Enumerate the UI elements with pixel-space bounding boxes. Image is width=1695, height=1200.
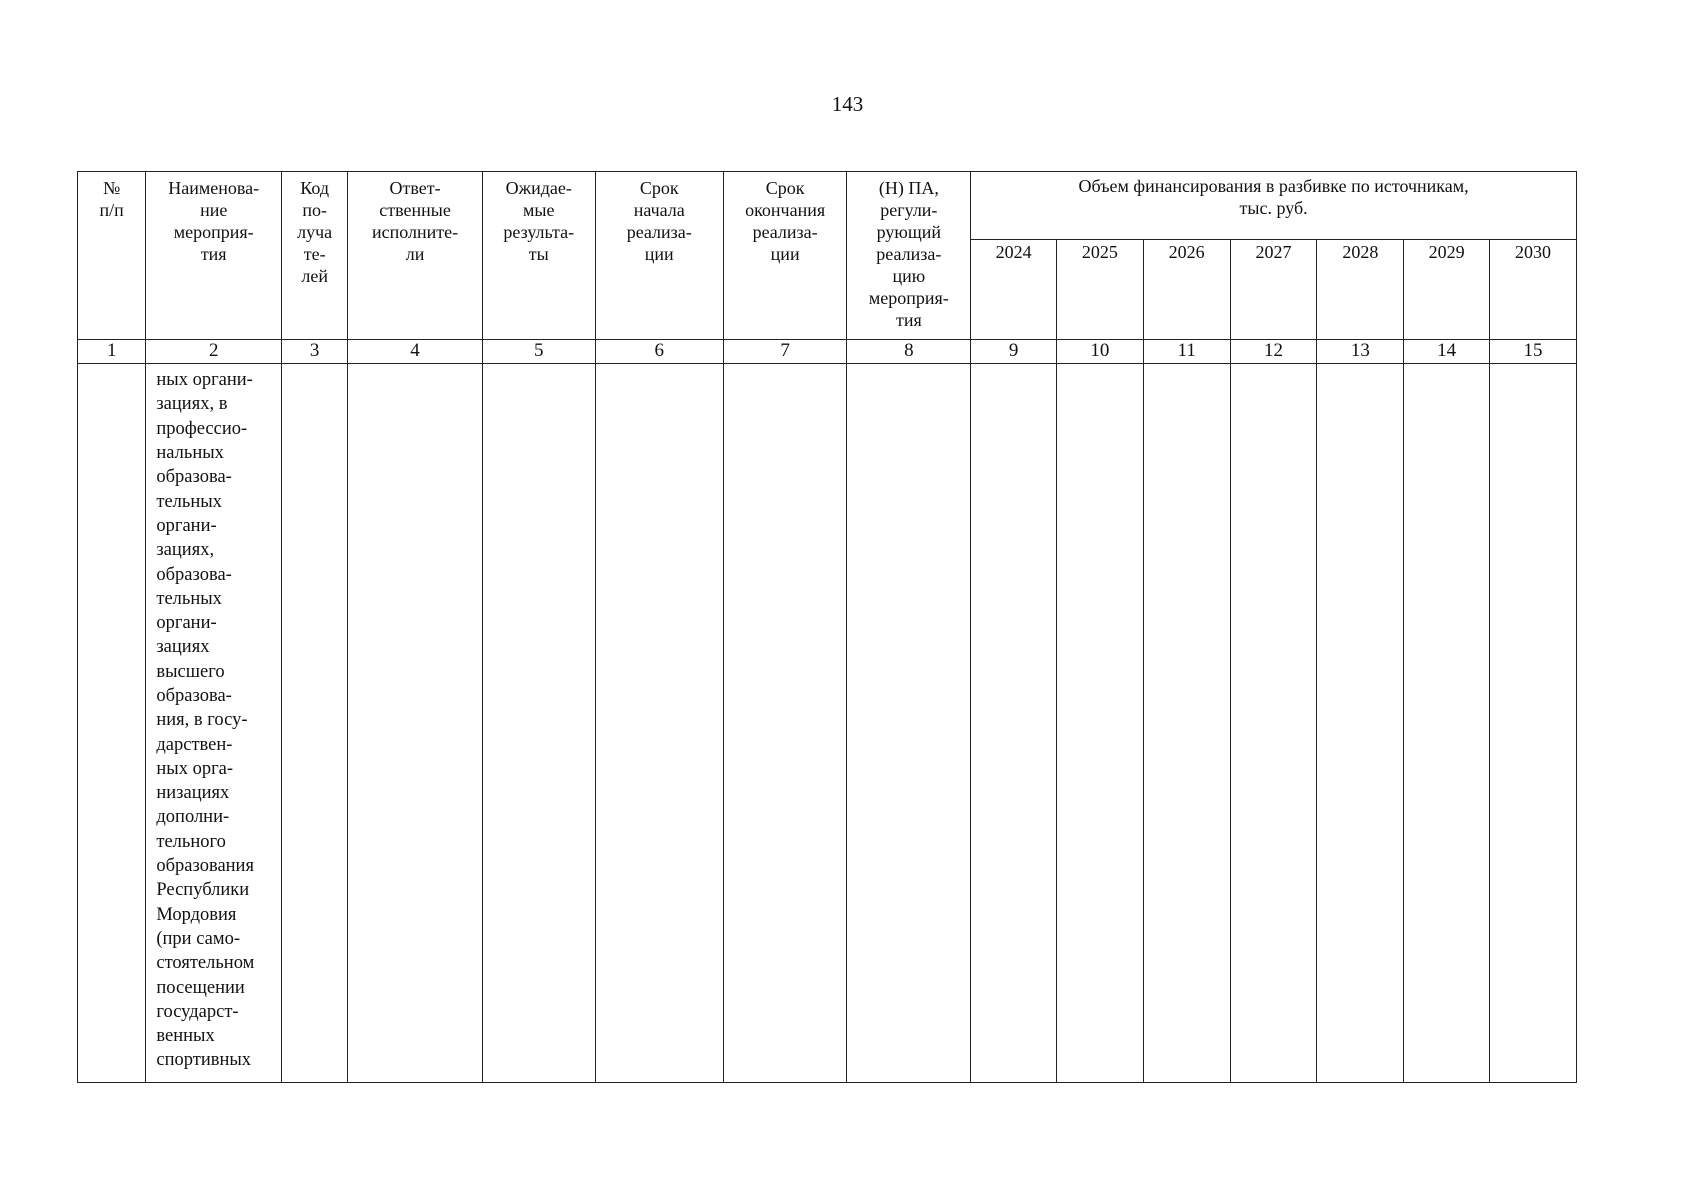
column-number: 15 — [1489, 340, 1576, 364]
column-number: 13 — [1317, 340, 1404, 364]
header-year: 2027 — [1230, 240, 1317, 340]
column-number: 2 — [146, 340, 282, 364]
header-year: 2024 — [971, 240, 1057, 340]
column-number: 6 — [595, 340, 723, 364]
cell-year-2024 — [971, 364, 1057, 1083]
column-number: 1 — [78, 340, 146, 364]
header-number: № п/п — [78, 172, 146, 340]
activities-table — [77, 171, 1577, 1083]
cell-number — [78, 364, 146, 1083]
column-number-row — [78, 340, 1577, 364]
header-responsible: Ответ- ственные исполните- ли — [348, 172, 483, 340]
column-number: 9 — [971, 340, 1057, 364]
cell-year-2026 — [1143, 364, 1230, 1083]
cell-year-2030 — [1489, 364, 1576, 1083]
header-year: 2025 — [1056, 240, 1143, 340]
header-year: 2030 — [1489, 240, 1576, 340]
cell-activity-name: ных органи- зациях, в профессио- нальных образова- тельных органи- зациях, образова- тельных органи- зациях высшего образова- ния, в госу- дарствен- ных орга- низациях дополни- тельного образования Республики Мордовия (при само- стоятельном посещении государст- венных спортивных — [146, 364, 282, 1083]
header-end-date: Срок окончания реализа- ции — [723, 172, 847, 340]
page-number: 143 — [831, 92, 864, 116]
column-number: 11 — [1143, 340, 1230, 364]
cell-expected-results — [482, 364, 595, 1083]
header-regulatory-act: (Н) ПА, регули- рующий реализа- цию мероприя- тия — [847, 172, 971, 340]
header-year: 2028 — [1317, 240, 1404, 340]
column-number: 4 — [348, 340, 483, 364]
column-number: 3 — [282, 340, 348, 364]
cell-recipient-code — [282, 364, 348, 1083]
cell-end-date — [723, 364, 847, 1083]
header-start-date: Срок начала реализа- ции — [595, 172, 723, 340]
table-row — [78, 364, 1577, 1083]
cell-year-2025 — [1056, 364, 1143, 1083]
cell-responsible — [348, 364, 483, 1083]
column-number: 7 — [723, 340, 847, 364]
header-expected-results: Ожидае- мые результа- ты — [482, 172, 595, 340]
header-year: 2029 — [1404, 240, 1490, 340]
header-row — [78, 172, 1577, 240]
cell-start-date — [595, 364, 723, 1083]
header-recipient-code: Код по- луча те- лей — [282, 172, 348, 340]
cell-year-2027 — [1230, 364, 1317, 1083]
cell-regulatory-act — [847, 364, 971, 1083]
column-number: 12 — [1230, 340, 1317, 364]
column-number: 5 — [482, 340, 595, 364]
header-financing: Объем финансирования в разбивке по источникам, тыс. руб. — [971, 172, 1577, 240]
header-year: 2026 — [1143, 240, 1230, 340]
column-number: 14 — [1404, 340, 1490, 364]
column-number: 8 — [847, 340, 971, 364]
cell-year-2029 — [1404, 364, 1490, 1083]
cell-year-2028 — [1317, 364, 1404, 1083]
column-number: 10 — [1056, 340, 1143, 364]
header-activity-name: Наименова- ние мероприя- тия — [146, 172, 282, 340]
